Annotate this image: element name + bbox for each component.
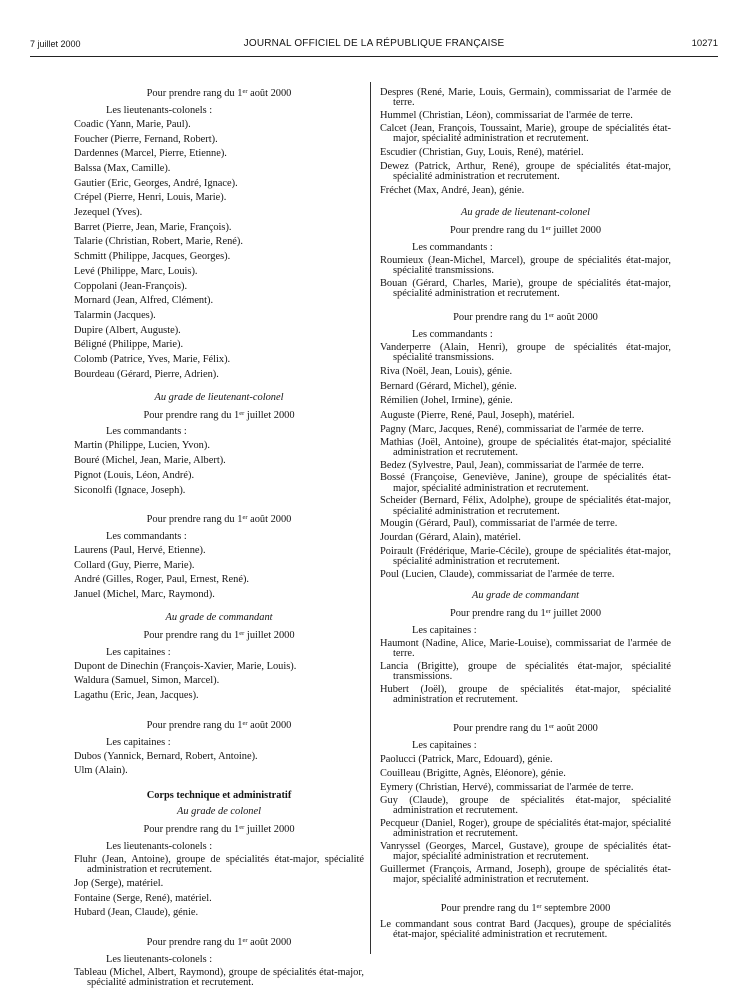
entry-list	[380, 920, 671, 940]
rang-heading: Pour prendre rang du 1er août 2000	[453, 722, 598, 734]
category-label: Les commandants :	[106, 531, 187, 543]
list-item: Jop (Serge), matériel.	[74, 877, 164, 889]
list-item: Couilleau (Brigitte, Agnès, Eléonore), génie.	[380, 768, 566, 780]
column-divider	[370, 82, 371, 954]
list-item: Levé (Philippe, Marc, Louis).	[74, 265, 198, 277]
list-item: Foucher (Pierre, Fernand, Robert).	[74, 133, 218, 145]
list-item: Bourdeau (Gérard, Pierre, Adrien).	[74, 368, 219, 380]
rang-heading: Pour prendre rang du 1er août 2000	[146, 88, 292, 99]
list-item: Mornard (Jean, Alfred, Clément).	[74, 295, 214, 307]
list-item: Pagny (Marc, Jacques, René), commissariat de l'armée de terre.	[380, 423, 644, 435]
list-item: Despres (René, Marie, Louis, Germain), commissariat de l'armée de terre.	[380, 87, 671, 109]
list-item: Fontaine (Serge, René), matériel.	[74, 892, 212, 904]
list-item: Haumont (Nadine, Alice, Marie-Louise), commissariat de l'armée de terre.	[380, 637, 671, 659]
list-item: Talarmin (Jacques).	[74, 309, 156, 321]
list-item: Jourdan (Gérard, Alain), matériel.	[380, 532, 521, 544]
list-item: Lagathu (Eric, Jean, Jacques).	[74, 690, 199, 702]
entry-list	[380, 88, 671, 197]
list-item: Poul (Lucien, Claude), commissariat de l'armée de terre.	[380, 568, 615, 580]
grade-heading: Au grade de lieutenant-colonel	[461, 207, 590, 219]
list-item: Le commandant sous contrat Bard (Jacques), groupe de spécialités état-major, spécialité administration et recrutement.	[380, 918, 671, 940]
page-header	[30, 38, 718, 52]
list-item: Riva (Noël, Jean, Louis), génie.	[380, 365, 513, 377]
entry-list	[74, 545, 364, 602]
rang-heading: Pour prendre rang du 1er août 2000	[146, 514, 292, 526]
list-item: Calcet (Jean, François, Toussaint, Marie), groupe de spécialités état-major, spécialité administration et recrutement.	[380, 122, 671, 144]
list-item: Januel (Michel, Marc, Raymond).	[74, 589, 215, 601]
header-title: JOURNAL OFFICIEL DE LA RÉPUBLIQUE FRANÇAISE	[243, 38, 505, 49]
list-item: Dupire (Albert, Auguste).	[74, 324, 181, 336]
list-item: Lancia (Brigitte), groupe de spécialités état-major, spécialité transmissions.	[380, 660, 671, 682]
grade-heading: Au grade de colonel	[177, 806, 261, 818]
list-item: Escudier (Christian, Guy, Louis, René), matériel.	[380, 146, 584, 158]
list-item: Mougin (Gérard, Paul), commissariat de l'armée de terre.	[380, 518, 618, 530]
list-item: Bedez (Sylvestre, Paul, Jean), commissariat de l'armée de terre.	[380, 459, 644, 471]
list-item: Dubos (Yannick, Bernard, Robert, Antoine).	[74, 750, 258, 762]
rang-heading: Pour prendre rang du 1er août 2000	[146, 719, 292, 731]
right-column	[380, 88, 671, 943]
list-item: Guy (Claude), groupe de spécialités état-major, spécialité administration et recrutement.	[380, 794, 671, 816]
list-item: Vanderperre (Alain, Henri), groupe de spécialités état-major, spécialité transmissions.	[380, 341, 671, 364]
list-item: Collard (Guy, Pierre, Marie).	[74, 559, 195, 571]
list-item: Rémilien (Johel, Irmine), génie.	[380, 395, 513, 407]
rang-heading: Pour prendre rang du 1er septembre 2000	[440, 902, 611, 914]
list-item: Tableau (Michel, Albert, Raymond), groupe de spécialités état-major, spécialité administration et recrutement.	[74, 966, 364, 989]
list-item: Waldura (Samuel, Simon, Marcel).	[74, 675, 220, 687]
list-item: André (Gilles, Roger, Paul, Ernest, René).	[74, 574, 250, 586]
category-label: Les capitaines :	[412, 739, 477, 751]
list-item: Bossé (Françoise, Geneviève, Janine), groupe de spécialités état-major, spécialité administration et recrutement.	[380, 472, 671, 494]
list-item: Poirault (Frédérique, Marie-Cécile), groupe de spécialités état-major, spécialité administration et recrutement.	[380, 545, 671, 568]
list-item: Vanryssel (Georges, Marcel, Gustave), groupe de spécialités état-major, spécialité administration et recrutement.	[380, 840, 671, 862]
entry-list	[380, 343, 671, 580]
category-label: Les capitaines :	[106, 646, 171, 658]
grade-heading: Au grade de commandant	[471, 590, 580, 602]
entry-list	[380, 256, 671, 299]
category-label: Les commandants :	[412, 329, 493, 341]
list-item: Eymery (Christian, Hervé), commissariat de l'armée de terre.	[380, 781, 634, 793]
rang-heading: Pour prendre rang du 1er juillet 2000	[143, 824, 295, 836]
category-label: Les lieutenants-colonels :	[106, 104, 213, 116]
list-item: Schmitt (Philippe, Jacques, Georges).	[74, 251, 231, 263]
list-item: Colomb (Patrice, Yves, Marie, Félix).	[74, 354, 231, 366]
category-label: Les capitaines :	[412, 624, 477, 636]
list-item: Gautier (Eric, Georges, André, Ignace).	[74, 177, 238, 189]
entry-list	[74, 751, 364, 779]
entry-list	[74, 119, 364, 382]
header-rule	[30, 56, 718, 57]
list-item: Coppolani (Jean-François).	[74, 280, 188, 292]
list-item: Dupont de Dinechin (François-Xavier, Marie, Louis).	[74, 660, 297, 672]
list-item: Fréchet (Max, André, Jean), génie.	[380, 184, 525, 196]
list-item: Bouré (Michel, Jean, Marie, Albert).	[74, 455, 226, 467]
category-label: Les commandants :	[106, 426, 187, 438]
rang-heading: Pour prendre rang du 1er juillet 2000	[449, 225, 602, 237]
list-item: Bernard (Gérard, Michel), génie.	[380, 380, 517, 392]
list-item: Roumieux (Jean-Michel, Marcel), groupe de spécialités état-major, spécialité transmissions.	[380, 255, 671, 277]
list-item: Guillermet (François, Armand, Joseph), groupe de spécialités état-major, spécialité administration et recrutement.	[380, 863, 671, 885]
rang-heading: Pour prendre rang du 1er juillet 2000	[143, 629, 295, 641]
entry-list	[380, 639, 671, 705]
list-item: Laurens (Paul, Hervé, Etienne).	[74, 545, 206, 557]
rang-heading: Pour prendre rang du 1er juillet 2000	[449, 607, 602, 619]
list-item: Hummel (Christian, Léon), commissariat de l'armée de terre.	[380, 110, 633, 121]
list-item: Dewez (Patrick, Arthur, René), groupe de spécialités état-major, spécialité administration et recrutement.	[380, 160, 671, 182]
category-label: Les capitaines :	[106, 736, 171, 748]
grade-heading: Au grade de lieutenant-colonel	[154, 391, 284, 403]
list-item: Auguste (Pierre, René, Paul, Joseph), matériel.	[380, 410, 575, 422]
category-label: Les lieutenants-colonels :	[106, 841, 213, 852]
list-item: Siconolfi (Ignace, Joseph).	[74, 484, 186, 496]
list-item: Coadic (Yann, Marie, Paul).	[74, 118, 191, 130]
list-item: Scheider (Bernard, Félix, Adolphe), groupe de spécialités état-major, spécialité administration et recrutement.	[380, 495, 671, 517]
rang-heading: Pour prendre rang du 1er août 2000	[453, 312, 598, 324]
entry-list	[74, 855, 364, 920]
list-item: Paolucci (Patrick, Marc, Edouard), génie.	[380, 753, 553, 765]
section-heading: Corps technique et administratif	[146, 790, 292, 802]
list-item: Jezequel (Yves).	[74, 207, 143, 219]
entry-list	[74, 440, 364, 497]
left-column	[74, 88, 364, 991]
list-item: Martin (Philippe, Lucien, Yvon).	[74, 440, 210, 452]
list-item: Mathias (Joël, Antoine), groupe de spécialités état-major, spécialité administration et recrutement.	[380, 436, 671, 458]
list-item: Ulm (Alain).	[74, 765, 128, 777]
list-item: Talarie (Christian, Robert, Marie, René).	[74, 236, 243, 248]
list-item: Barret (Pierre, Jean, Marie, François).	[74, 221, 232, 233]
entry-list	[380, 754, 671, 886]
list-item: Crépel (Pierre, Henri, Louis, Marie).	[74, 192, 227, 204]
entry-list	[74, 968, 364, 988]
grade-heading: Au grade de commandant	[165, 612, 273, 624]
list-item: Dardennes (Marcel, Pierre, Etienne).	[74, 148, 227, 160]
entry-list	[74, 661, 364, 703]
rang-heading: Pour prendre rang du 1er juillet 2000	[143, 409, 295, 421]
list-item: Pignot (Louis, Léon, André).	[74, 469, 195, 481]
list-item: Pecqueur (Daniel, Roger), groupe de spécialités état-major, spécialité administration et recrutement.	[380, 817, 671, 839]
list-item: Fluhr (Jean, Antoine), groupe de spécialités état-major, spécialité administration et recrutement.	[74, 853, 364, 876]
category-label: Les lieutenants-colonels :	[106, 953, 213, 965]
header-page-number: 10271	[691, 38, 718, 49]
list-item: Béligné (Philippe, Marie).	[74, 339, 184, 351]
list-item: Hubard (Jean, Claude), génie.	[74, 907, 199, 919]
category-label: Les commandants :	[412, 242, 493, 254]
list-item: Hubert (Joël), groupe de spécialités état-major, spécialité administration et recrutement.	[380, 683, 671, 705]
list-item: Bouan (Gérard, Charles, Marie), groupe de spécialités état-major, spécialité administration et recrutement.	[380, 278, 671, 300]
rang-heading: Pour prendre rang du 1er août 2000	[146, 937, 292, 949]
list-item: Balssa (Max, Camille).	[74, 162, 171, 174]
header-date: 7 juillet 2000	[30, 39, 81, 49]
